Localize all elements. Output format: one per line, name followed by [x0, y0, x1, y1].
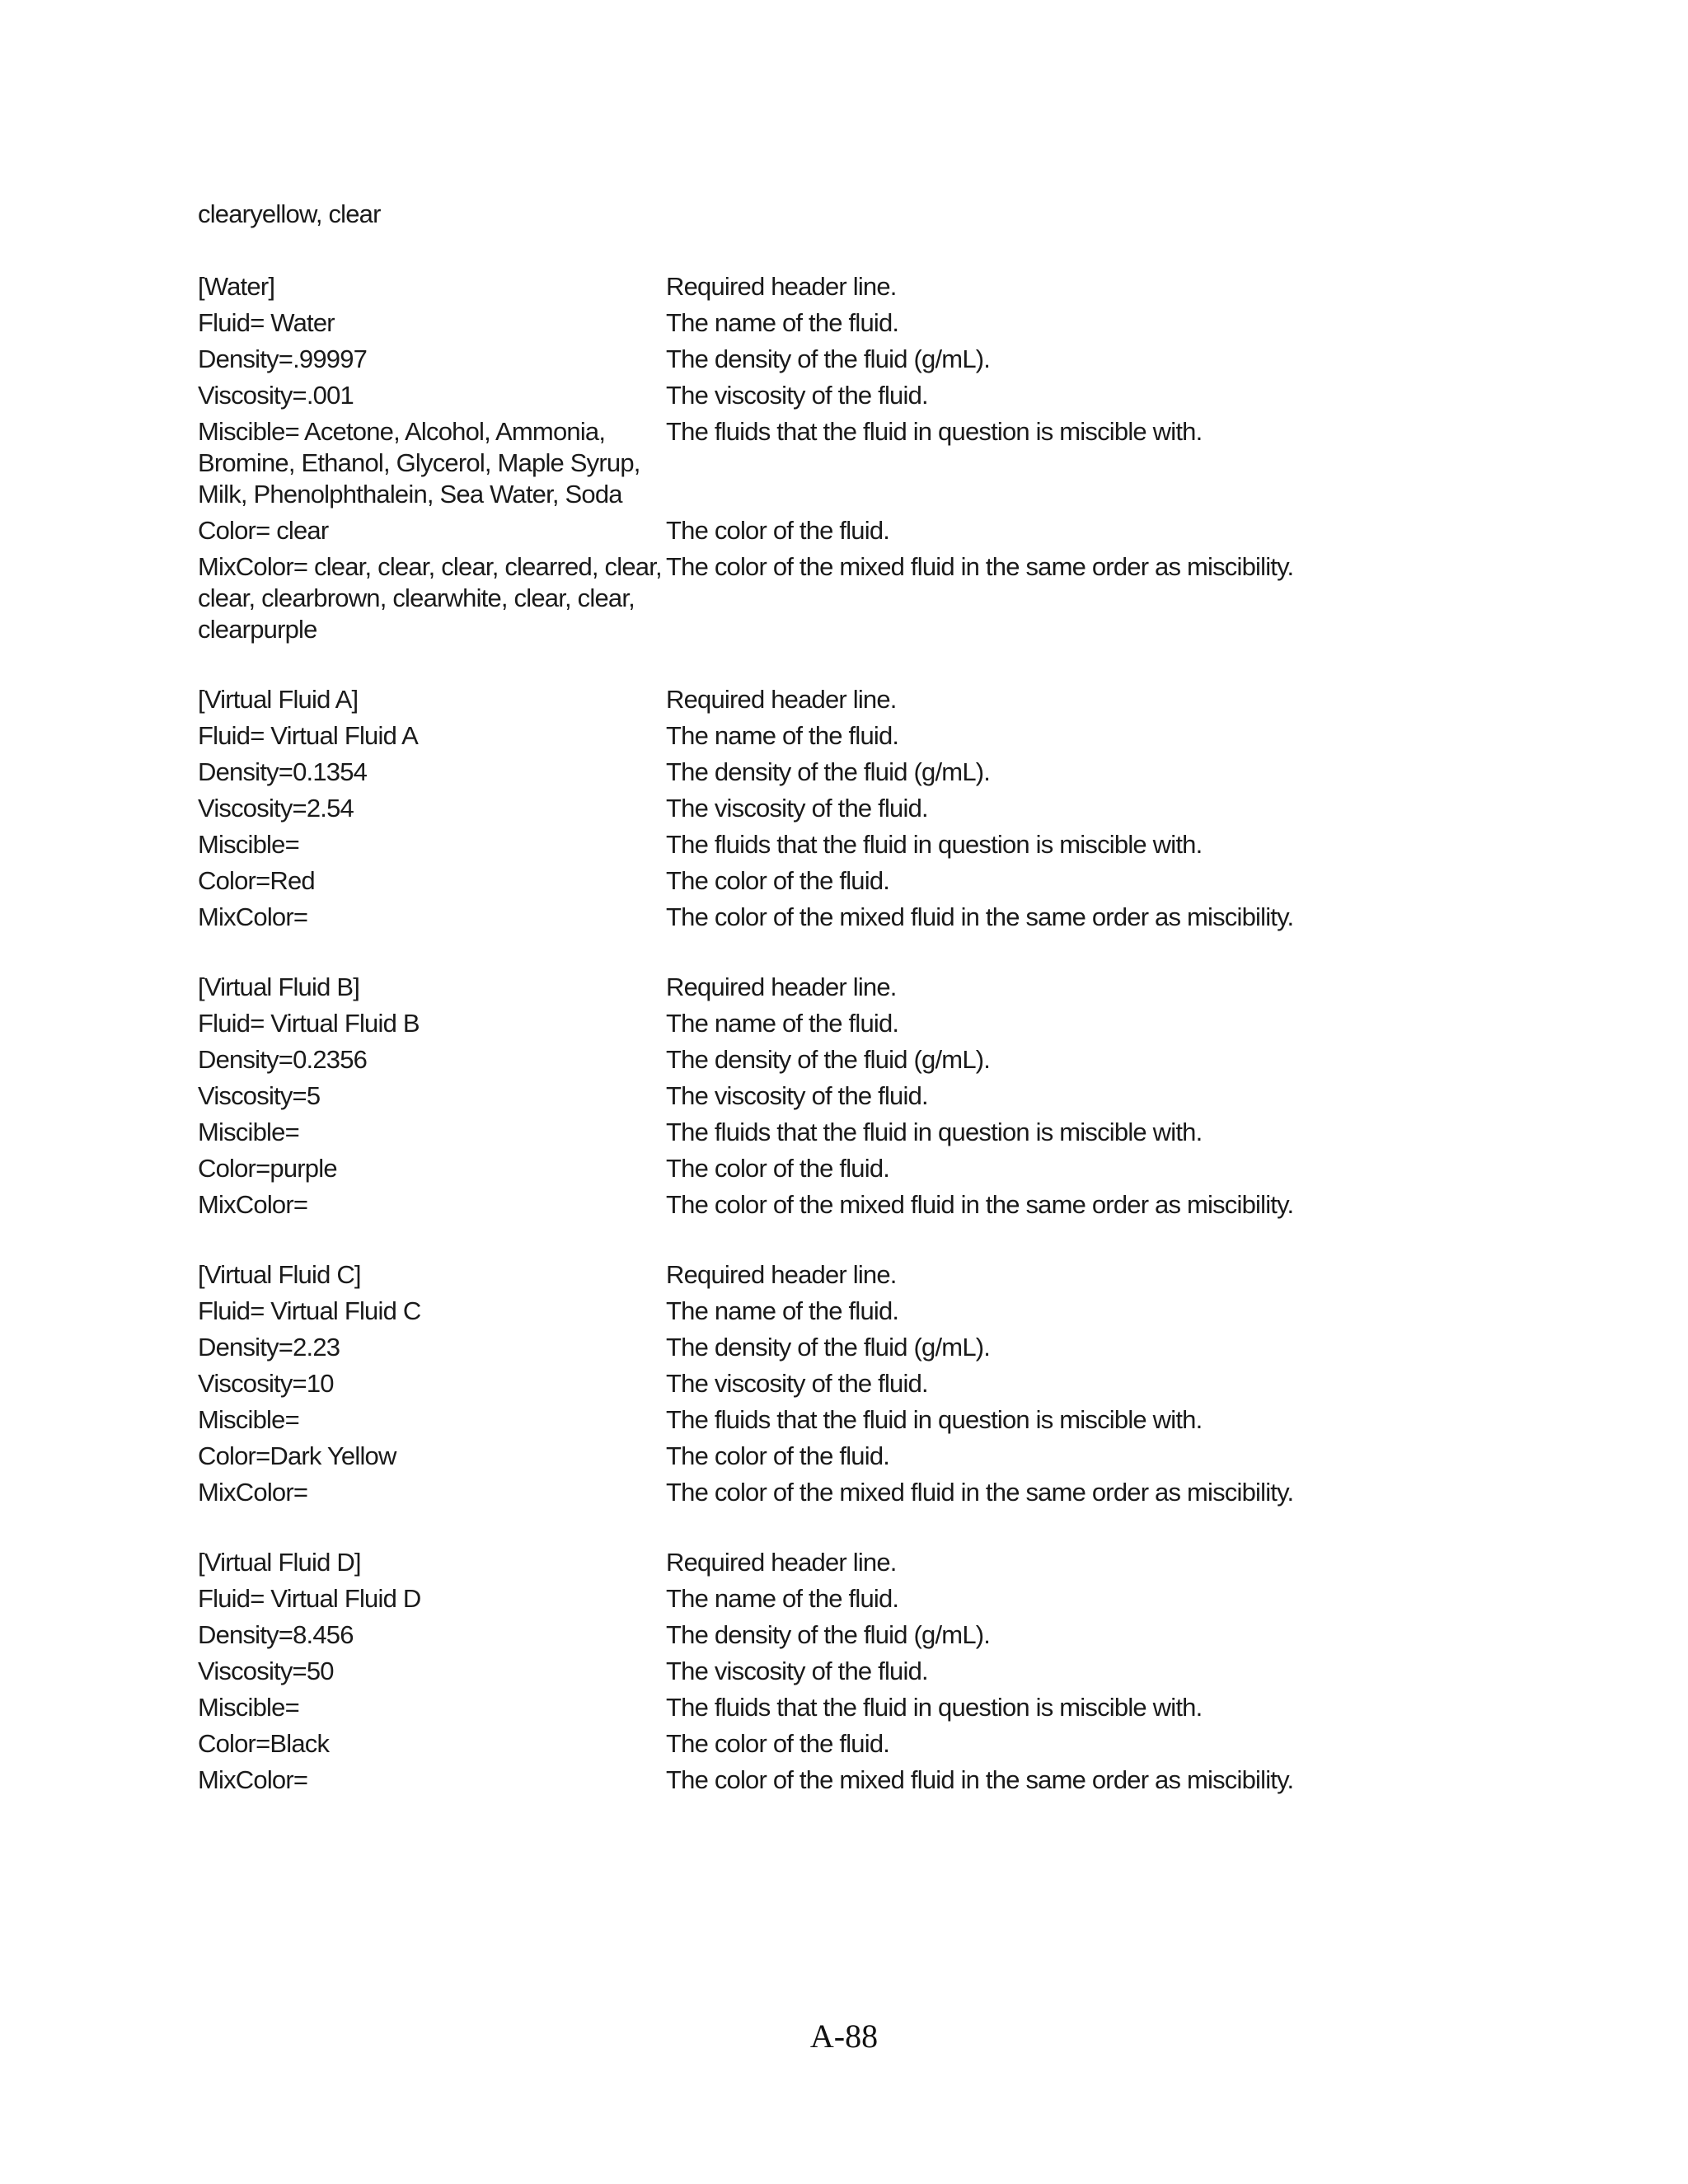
config-line: Color= clear [198, 516, 329, 545]
config-line: MixColor= [198, 902, 308, 931]
table-row [198, 1581, 1599, 1617]
config-line: Fluid= Virtual Fluid D [198, 1584, 421, 1613]
config-line: MixColor= clear, clear, clear, clearred, clear, clear, clearbrown, clearwhite, clear, clear, clearpurple [198, 552, 662, 644]
table-row [198, 1726, 1599, 1762]
page-content [198, 196, 1599, 1832]
config-description: The name of the fluid. [666, 1296, 899, 1325]
table-row [198, 377, 1599, 414]
config-description: The color of the fluid. [666, 1441, 890, 1470]
table-row [198, 1762, 1599, 1798]
table-row [198, 899, 1599, 935]
config-description: Required header line. [666, 972, 897, 1001]
config-description: The density of the fluid (g/mL). [666, 1045, 991, 1074]
config-description: The name of the fluid. [666, 1009, 899, 1038]
config-line: Density=0.1354 [198, 757, 368, 786]
table-row [198, 305, 1599, 341]
config-line: Fluid= Virtual Fluid A [198, 721, 419, 750]
table-row [198, 790, 1599, 827]
table-row [198, 718, 1599, 754]
config-line: MixColor= [198, 1478, 308, 1507]
table-row [198, 1366, 1599, 1402]
continuation-text: clearyellow, clear [198, 199, 381, 228]
table-row [198, 1293, 1599, 1329]
table-row [198, 1151, 1599, 1187]
config-line: Density=2.23 [198, 1333, 340, 1361]
config-line: Color=Red [198, 866, 315, 895]
config-line: MixColor= [198, 1765, 308, 1794]
table-row [198, 513, 1599, 549]
config-line: Fluid= Virtual Fluid C [198, 1296, 421, 1325]
fluid-block-virtual-b [198, 969, 1599, 1223]
config-line: Miscible= Acetone, Alcohol, Ammonia, Bromine, Ethanol, Glycerol, Maple Syrup, Milk, Phenolphthalein, Sea Water, Soda [198, 417, 640, 509]
config-description: The viscosity of the fluid. [666, 381, 928, 410]
config-line: Viscosity=50 [198, 1657, 334, 1685]
config-description: The name of the fluid. [666, 1584, 899, 1613]
config-line: [Virtual Fluid D] [198, 1548, 361, 1577]
config-line: Viscosity=10 [198, 1369, 334, 1398]
table-row [198, 969, 1599, 1005]
table-row [198, 754, 1599, 790]
config-line: Miscible= [198, 830, 299, 859]
config-description: The color of the fluid. [666, 1729, 890, 1758]
config-description: Required header line. [666, 1548, 897, 1577]
table-row [198, 1617, 1599, 1653]
table-row [198, 1329, 1599, 1366]
config-description: The color of the mixed fluid in the same order as miscibility. [666, 1190, 1294, 1219]
config-line: Color=purple [198, 1154, 337, 1183]
config-description: The fluids that the fluid in question is miscible with. [666, 1405, 1203, 1434]
table-row [198, 1653, 1599, 1690]
config-description: Required header line. [666, 1260, 897, 1289]
table-row [198, 549, 1599, 648]
config-line: Density=.99997 [198, 344, 368, 373]
config-description: The viscosity of the fluid. [666, 794, 928, 823]
config-line: Miscible= [198, 1405, 299, 1434]
fluid-block-virtual-d [198, 1544, 1599, 1798]
config-line: Color=Black [198, 1729, 330, 1758]
table-row [198, 1438, 1599, 1474]
config-description: The viscosity of the fluid. [666, 1081, 928, 1110]
config-description: The fluids that the fluid in question is miscible with. [666, 417, 1203, 446]
config-description: Required header line. [666, 272, 897, 301]
fluid-block-water [198, 269, 1599, 648]
config-line: MixColor= [198, 1190, 308, 1219]
config-description: The color of the mixed fluid in the same order as miscibility. [666, 552, 1294, 581]
table-row [198, 682, 1599, 718]
config-description: The viscosity of the fluid. [666, 1369, 928, 1398]
config-line: Miscible= [198, 1693, 299, 1722]
config-line: Viscosity=2.54 [198, 794, 354, 823]
config-description: The color of the fluid. [666, 866, 890, 895]
table-row [198, 1257, 1599, 1293]
table-row [198, 1114, 1599, 1151]
config-description: The name of the fluid. [666, 721, 899, 750]
table-row [198, 1005, 1599, 1042]
fluid-block-virtual-a [198, 682, 1599, 935]
config-description: The density of the fluid (g/mL). [666, 1620, 991, 1649]
config-line: Fluid= Water [198, 308, 335, 337]
config-description: The density of the fluid (g/mL). [666, 344, 991, 373]
table-row [198, 414, 1599, 513]
page-number: A-88 [809, 2018, 879, 2055]
config-line: Miscible= [198, 1118, 299, 1146]
config-description: The fluids that the fluid in question is miscible with. [666, 1118, 1203, 1146]
table-row [198, 1187, 1599, 1223]
config-description: The density of the fluid (g/mL). [666, 757, 991, 786]
fluid-block-virtual-c [198, 1257, 1599, 1511]
config-line: [Virtual Fluid C] [198, 1260, 361, 1289]
table-row [198, 863, 1599, 899]
table-row [198, 341, 1599, 377]
table-row [198, 1078, 1599, 1114]
table-row [198, 1474, 1599, 1511]
config-description: The fluids that the fluid in question is miscible with. [666, 830, 1203, 859]
config-description: The name of the fluid. [666, 308, 899, 337]
config-line: Viscosity=.001 [198, 381, 354, 410]
config-line: Viscosity=5 [198, 1081, 321, 1110]
config-description: The color of the mixed fluid in the same order as miscibility. [666, 1765, 1294, 1794]
table-row [198, 1042, 1599, 1078]
config-description: The fluids that the fluid in question is miscible with. [666, 1693, 1203, 1722]
config-description: The viscosity of the fluid. [666, 1657, 928, 1685]
config-line: Fluid= Virtual Fluid B [198, 1009, 420, 1038]
config-description: The color of the mixed fluid in the same order as miscibility. [666, 902, 1294, 931]
table-row [198, 1690, 1599, 1726]
config-description: The color of the mixed fluid in the same order as miscibility. [666, 1478, 1294, 1507]
config-description: Required header line. [666, 685, 897, 714]
config-line: Density=0.2356 [198, 1045, 368, 1074]
table-row [198, 827, 1599, 863]
config-description: The color of the fluid. [666, 1154, 890, 1183]
config-line: [Virtual Fluid A] [198, 685, 359, 714]
table-row [198, 269, 1599, 305]
config-description: The color of the fluid. [666, 516, 890, 545]
table-row [198, 1402, 1599, 1438]
config-line: [Water] [198, 272, 275, 301]
config-description: The density of the fluid (g/mL). [666, 1333, 991, 1361]
table-row [198, 1544, 1599, 1581]
config-line: Density=8.456 [198, 1620, 354, 1649]
config-line: [Virtual Fluid B] [198, 972, 360, 1001]
config-line: Color=Dark Yellow [198, 1441, 396, 1470]
